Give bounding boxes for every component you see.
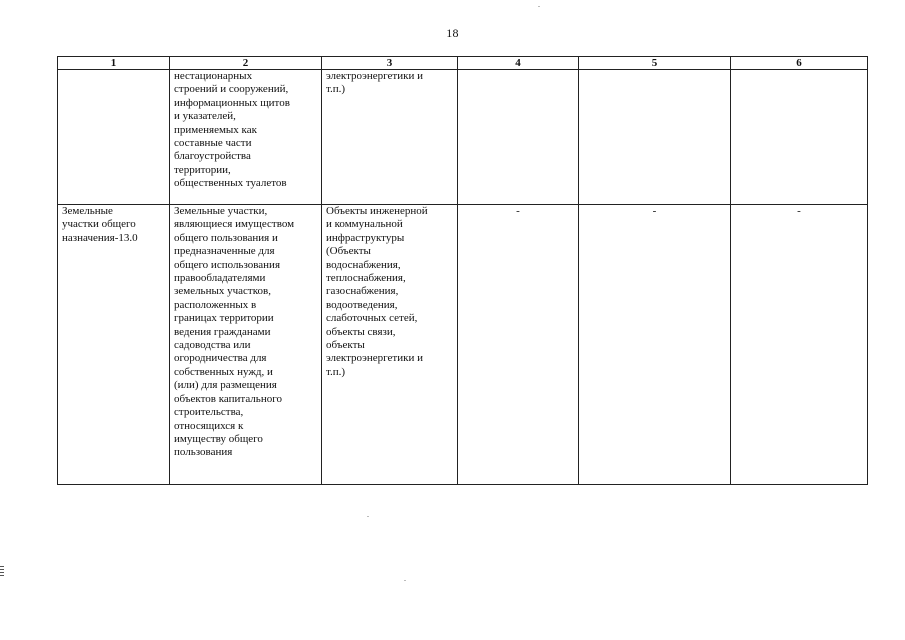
cell-text-line: инфраструктуры	[326, 231, 405, 244]
cell-text-line: и указателей,	[174, 110, 236, 123]
cell-text-line: назначения-13.0	[62, 231, 138, 244]
cell-text-line: теплоснабжения,	[326, 272, 406, 285]
table-cell	[731, 70, 868, 205]
cell-text-line: объекты связи,	[326, 325, 396, 338]
cell-text-line: предназначенные для	[174, 245, 275, 258]
cell-text-line: Объекты инженерной	[326, 205, 428, 217]
cell-text-line: Земельные	[62, 205, 113, 217]
cell-text-line: пользования	[174, 446, 233, 459]
cell-text-line: являющиеся имуществом	[174, 218, 295, 231]
cell-text-line: т.п.)	[326, 365, 346, 378]
table-cell	[458, 70, 579, 205]
cell-text-line: огородничества для	[174, 352, 267, 365]
column-header-6: 6	[731, 57, 868, 70]
cell-text-line: электроэнергетики и	[326, 70, 423, 82]
table-cell: -	[731, 205, 868, 485]
column-header-3: 3	[322, 57, 458, 70]
cell-text-line: водоотведения,	[326, 298, 398, 311]
cell-text-line: нестационарных	[174, 70, 253, 82]
cell-text-line: участки общего	[62, 218, 136, 231]
cell-text-line: информационных щитов	[174, 96, 290, 109]
column-header-5: 5	[579, 57, 731, 70]
cell-text-line: земельных участков,	[174, 285, 271, 298]
column-header-4: 4	[458, 57, 579, 70]
table-cell	[58, 205, 170, 485]
table-cell	[322, 70, 458, 205]
cell-text-line: территории,	[174, 163, 231, 176]
scan-speck	[367, 516, 369, 517]
regulation-table	[57, 56, 868, 485]
cell-text-line: общественных туалетов	[174, 177, 287, 190]
cell-text-line: расположенных в	[174, 298, 257, 311]
table-cell	[579, 70, 731, 205]
cell-text-line: и коммунальной	[326, 218, 403, 231]
cell-text-line: ведения гражданами	[174, 325, 271, 338]
cell-text-line: (Объекты	[326, 245, 371, 258]
cell-text-line: электроэнергетики и	[326, 352, 423, 365]
cell-text-line: общего использования	[174, 258, 280, 271]
cell-text-line: имуществу общего	[174, 432, 263, 445]
cell-text-line: т.п.)	[326, 83, 346, 96]
cell-text-line: составные части	[174, 137, 252, 150]
cell-text-line: газоснабжения,	[326, 285, 399, 298]
table-header-row	[58, 57, 868, 70]
cell-text-line: объектов капитального	[174, 392, 282, 405]
cell-text-line: Земельные участки,	[174, 205, 268, 217]
cell-text-line: объекты	[326, 339, 365, 352]
cell-text-line: правообладателями	[174, 272, 266, 285]
cell-text-line: применяемых как	[174, 123, 257, 136]
table-row	[58, 205, 868, 485]
table-cell	[58, 70, 170, 205]
column-header-2: 2	[170, 57, 322, 70]
scan-margin-mark	[0, 566, 4, 578]
cell-text-line: общего пользования и	[174, 231, 278, 244]
table-row	[58, 70, 868, 205]
table-cell	[170, 70, 322, 205]
cell-text-line: слаботочных сетей,	[326, 312, 418, 325]
cell-text-line: садоводства или	[174, 339, 251, 352]
scan-speck	[404, 580, 406, 581]
cell-text-line: относящихся к	[174, 419, 244, 432]
page-number: 18	[446, 26, 459, 40]
column-header-1: 1	[58, 57, 170, 70]
table-cell	[170, 205, 322, 485]
scan-speck	[538, 6, 540, 7]
cell-text-line: строений и сооружений,	[174, 83, 289, 96]
cell-text-line: границах территории	[174, 312, 274, 325]
table-cell: -	[458, 205, 579, 485]
table-cell	[322, 205, 458, 485]
cell-text-line: благоустройства	[174, 150, 251, 163]
cell-text-line: (или) для размещения	[174, 379, 277, 392]
cell-text-line: собственных нужд, и	[174, 365, 273, 378]
cell-text-line: водоснабжения,	[326, 258, 401, 271]
table-cell: -	[579, 205, 731, 485]
cell-text-line: строительства,	[174, 406, 244, 419]
